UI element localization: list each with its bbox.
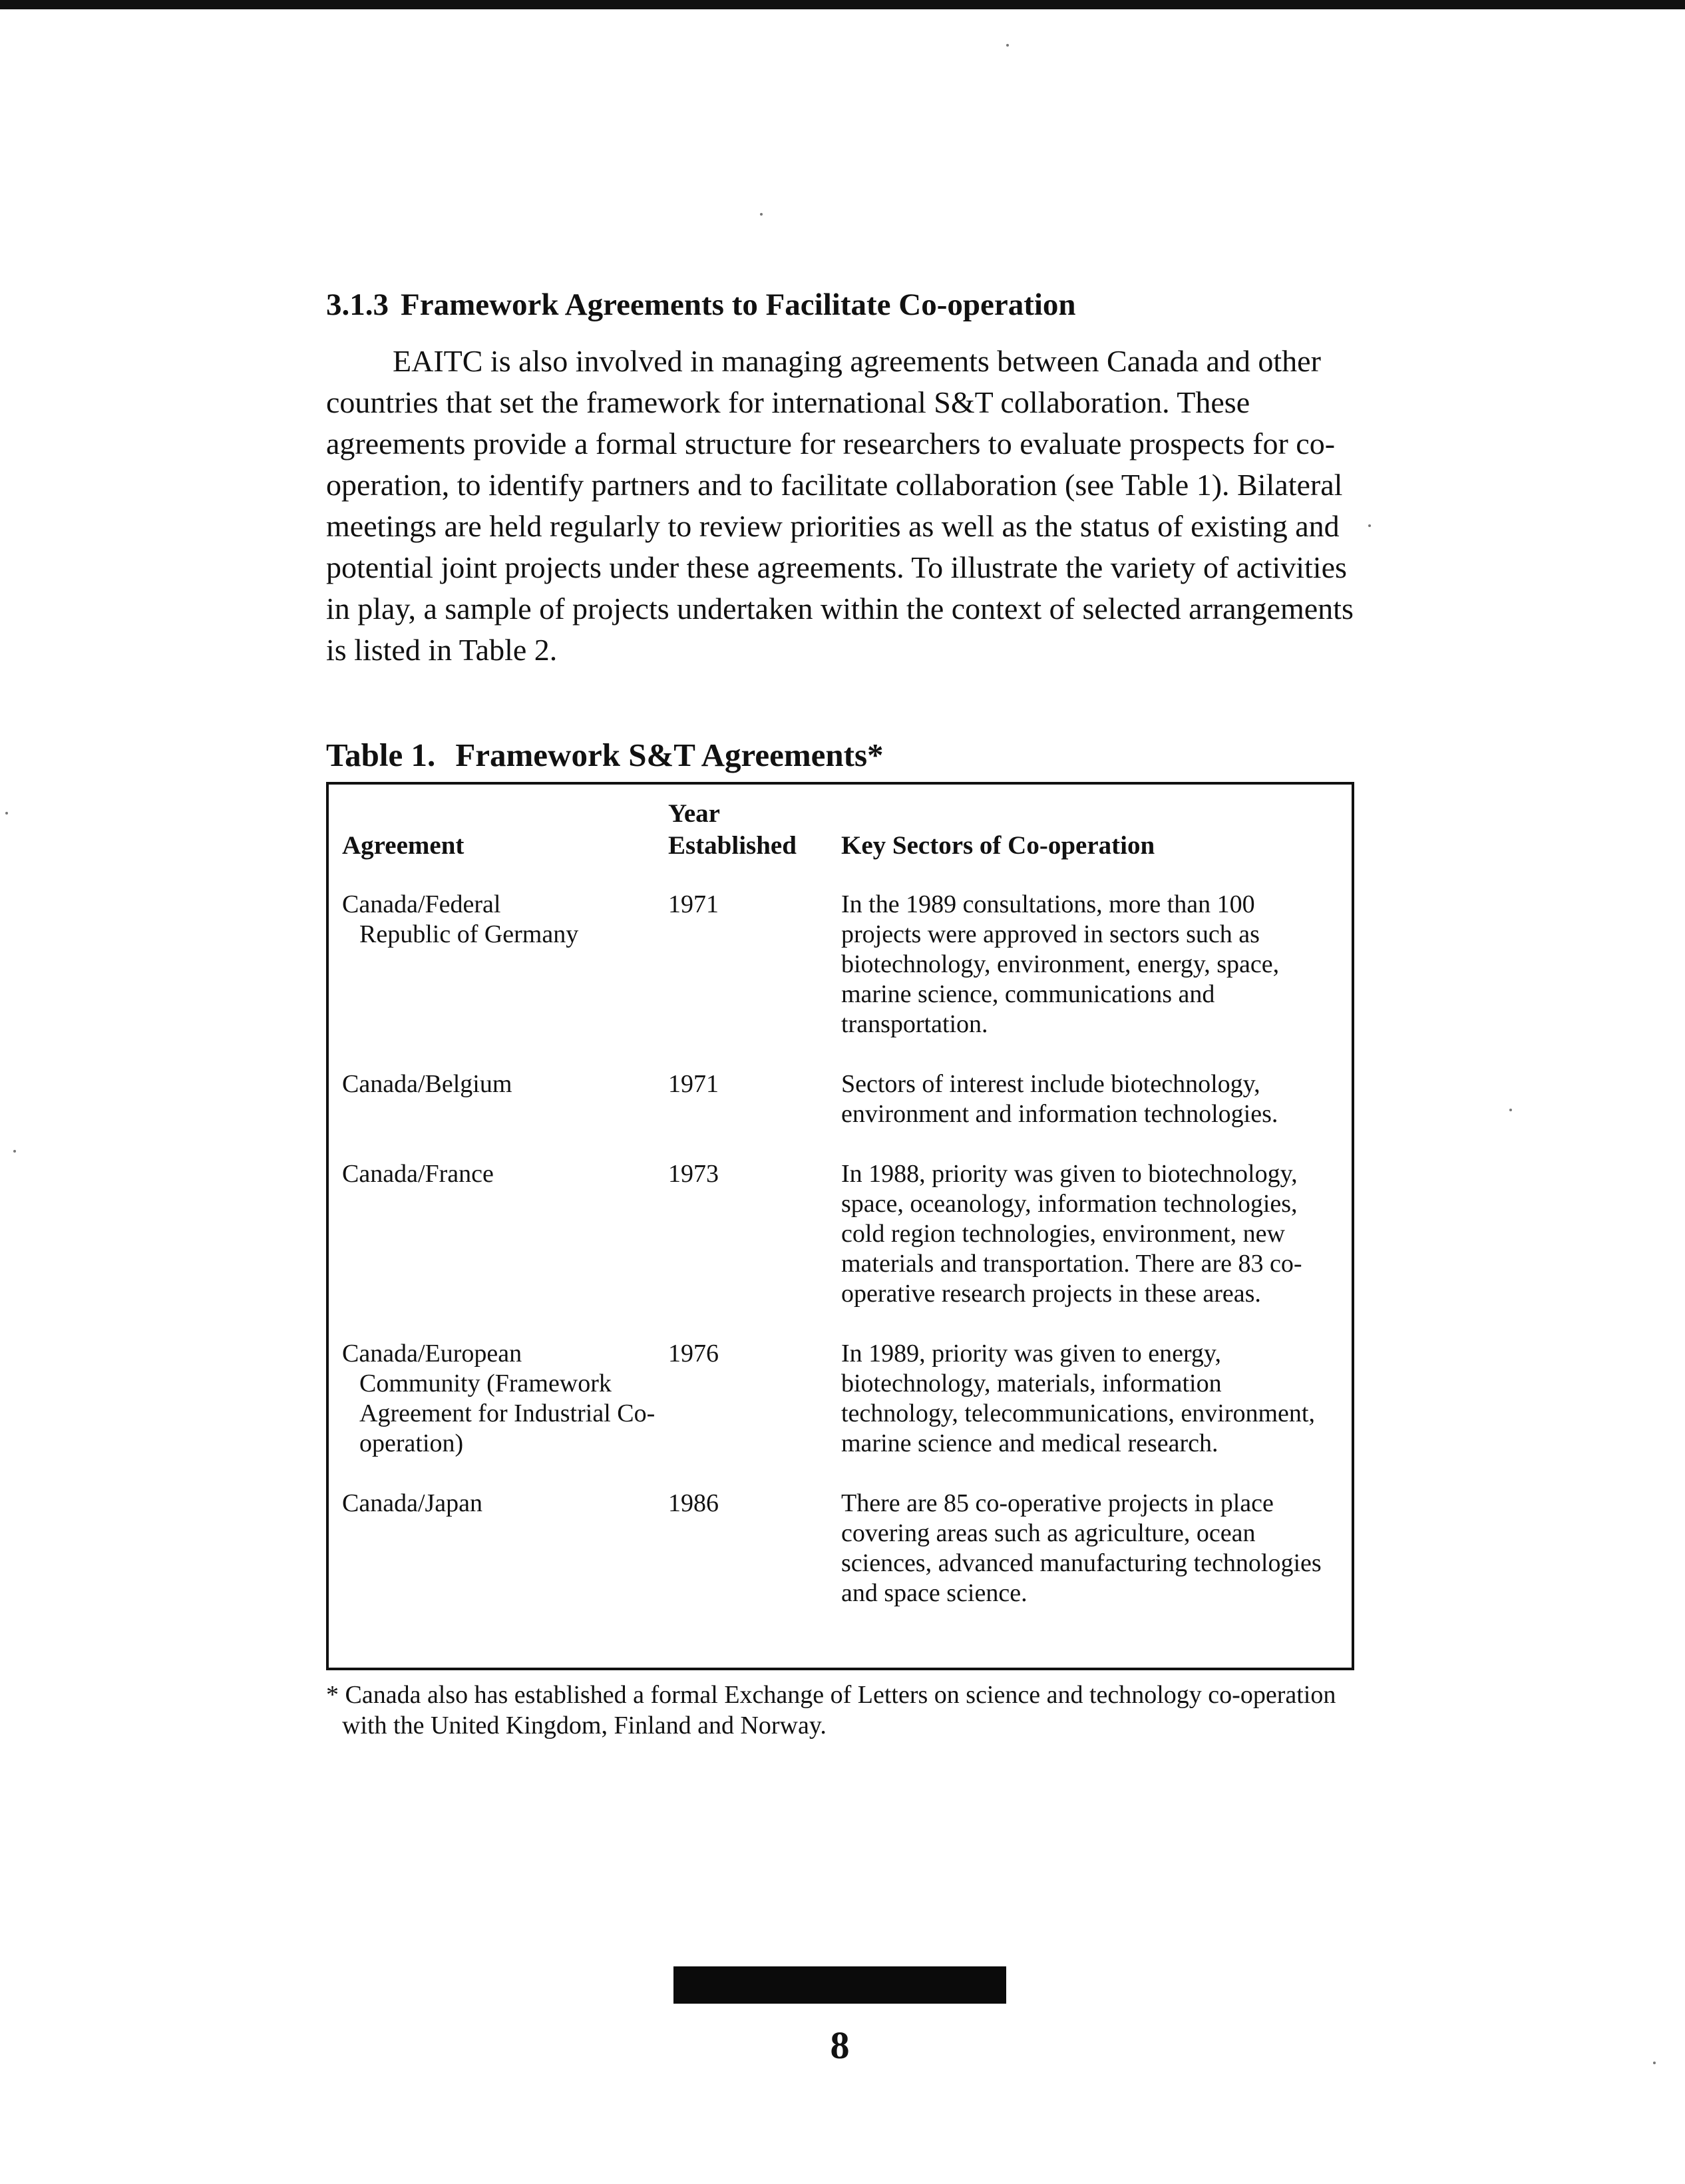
agreement-cell	[342, 1489, 668, 1638]
page-number: 8	[830, 2024, 850, 2067]
agreement-name: Canada/Federal	[342, 890, 501, 919]
table-row	[342, 1489, 1338, 1638]
agreements-table	[342, 798, 1338, 1638]
table-title: Framework S&T Agreements*	[455, 737, 884, 774]
section-title: Framework Agreements to Facilitate Co-operation	[401, 287, 1076, 322]
header-year	[668, 798, 841, 890]
year-cell: 1971	[668, 890, 719, 919]
year-cell: 1986	[668, 1489, 719, 1518]
scan-speck	[1653, 2062, 1656, 2064]
agreement-name: Canada/Belgium	[342, 1070, 512, 1099]
scan-speck	[1006, 44, 1009, 47]
scan-speck	[760, 213, 763, 216]
sectors-cell: Sectors of interest include biotechnology, environment and information technologies.	[841, 1070, 1278, 1129]
table-footnote: * Canada also has established a formal Exchange of Letters on science and technology co-operation with the United Kingdom, Finland and Norway.	[326, 1681, 1336, 1740]
agreement-cell	[342, 1069, 668, 1159]
page-number-bar	[673, 1966, 1006, 2004]
agreement-cell	[342, 1159, 668, 1339]
scan-speck	[5, 812, 8, 815]
year-cell: 1971	[668, 1070, 719, 1099]
table-frame	[326, 782, 1354, 1670]
agreement-name: Canada/Japan	[342, 1489, 483, 1518]
agreement-cell	[342, 1339, 668, 1489]
header-year-line2: Established	[668, 831, 797, 860]
table-header-row	[342, 798, 1338, 890]
agreement-name-continued: Community (Framework Agreement for Industrial Co-operation)	[359, 1369, 655, 1458]
year-cell: 1973	[668, 1160, 719, 1188]
page-content	[326, 286, 1364, 1741]
scan-speck	[1509, 1109, 1512, 1111]
agreement-name: Canada/European	[342, 1340, 522, 1368]
section-paragraph: EAITC is also involved in managing agreements between Canada and other countries that set the framework for international S&T collaboration. These agreements provide a formal structure for researchers to evaluate prospects for co-operation, to identify partners and to facilitate collaboration (see Table 1). Bilateral meetings are held regularly to review priorities as well as the status of existing and potential joint projects under these agreements. To illustrate the variety of activities in play, a sample of projects undertaken within the context of selected arrangements is listed in Table 2.	[326, 344, 1354, 667]
header-year-line1: Year	[668, 799, 720, 828]
table-row	[342, 1339, 1338, 1489]
table-row	[342, 890, 1338, 1069]
header-agreement: Agreement	[342, 831, 465, 860]
agreement-cell	[342, 890, 668, 1069]
year-cell: 1976	[668, 1340, 719, 1368]
sectors-cell: In 1989, priority was given to energy, biotechnology, materials, information technology, telecommunications, environment, marine science and medical research.	[841, 1340, 1315, 1458]
section-number: 3.1.3	[326, 287, 389, 322]
top-scan-edge	[0, 0, 1685, 9]
table-row	[342, 1159, 1338, 1339]
sectors-cell: In the 1989 consultations, more than 100 projects were approved in sectors such as biotechnology, environment, energy, space, marine science, communications and transportation.	[841, 890, 1280, 1039]
sectors-cell: There are 85 co-operative projects in place covering areas such as agriculture, ocean sciences, advanced manufacturing technologies and space science.	[841, 1489, 1322, 1608]
section-heading	[326, 286, 1364, 323]
sectors-cell: In 1988, priority was given to biotechnology, space, oceanology, information technologies, cold region technologies, environment, new materials and transportation. There are 83 co-operative research projects in these areas.	[841, 1160, 1302, 1308]
table-caption	[326, 736, 1364, 774]
scan-speck	[1368, 524, 1371, 527]
scan-speck	[13, 1150, 16, 1153]
table-row	[342, 1069, 1338, 1159]
header-sectors: Key Sectors of Co-operation	[841, 831, 1155, 860]
table-label: Table 1.	[326, 737, 436, 774]
agreement-name: Canada/France	[342, 1160, 494, 1188]
agreement-name-continued: Republic of Germany	[359, 920, 579, 949]
